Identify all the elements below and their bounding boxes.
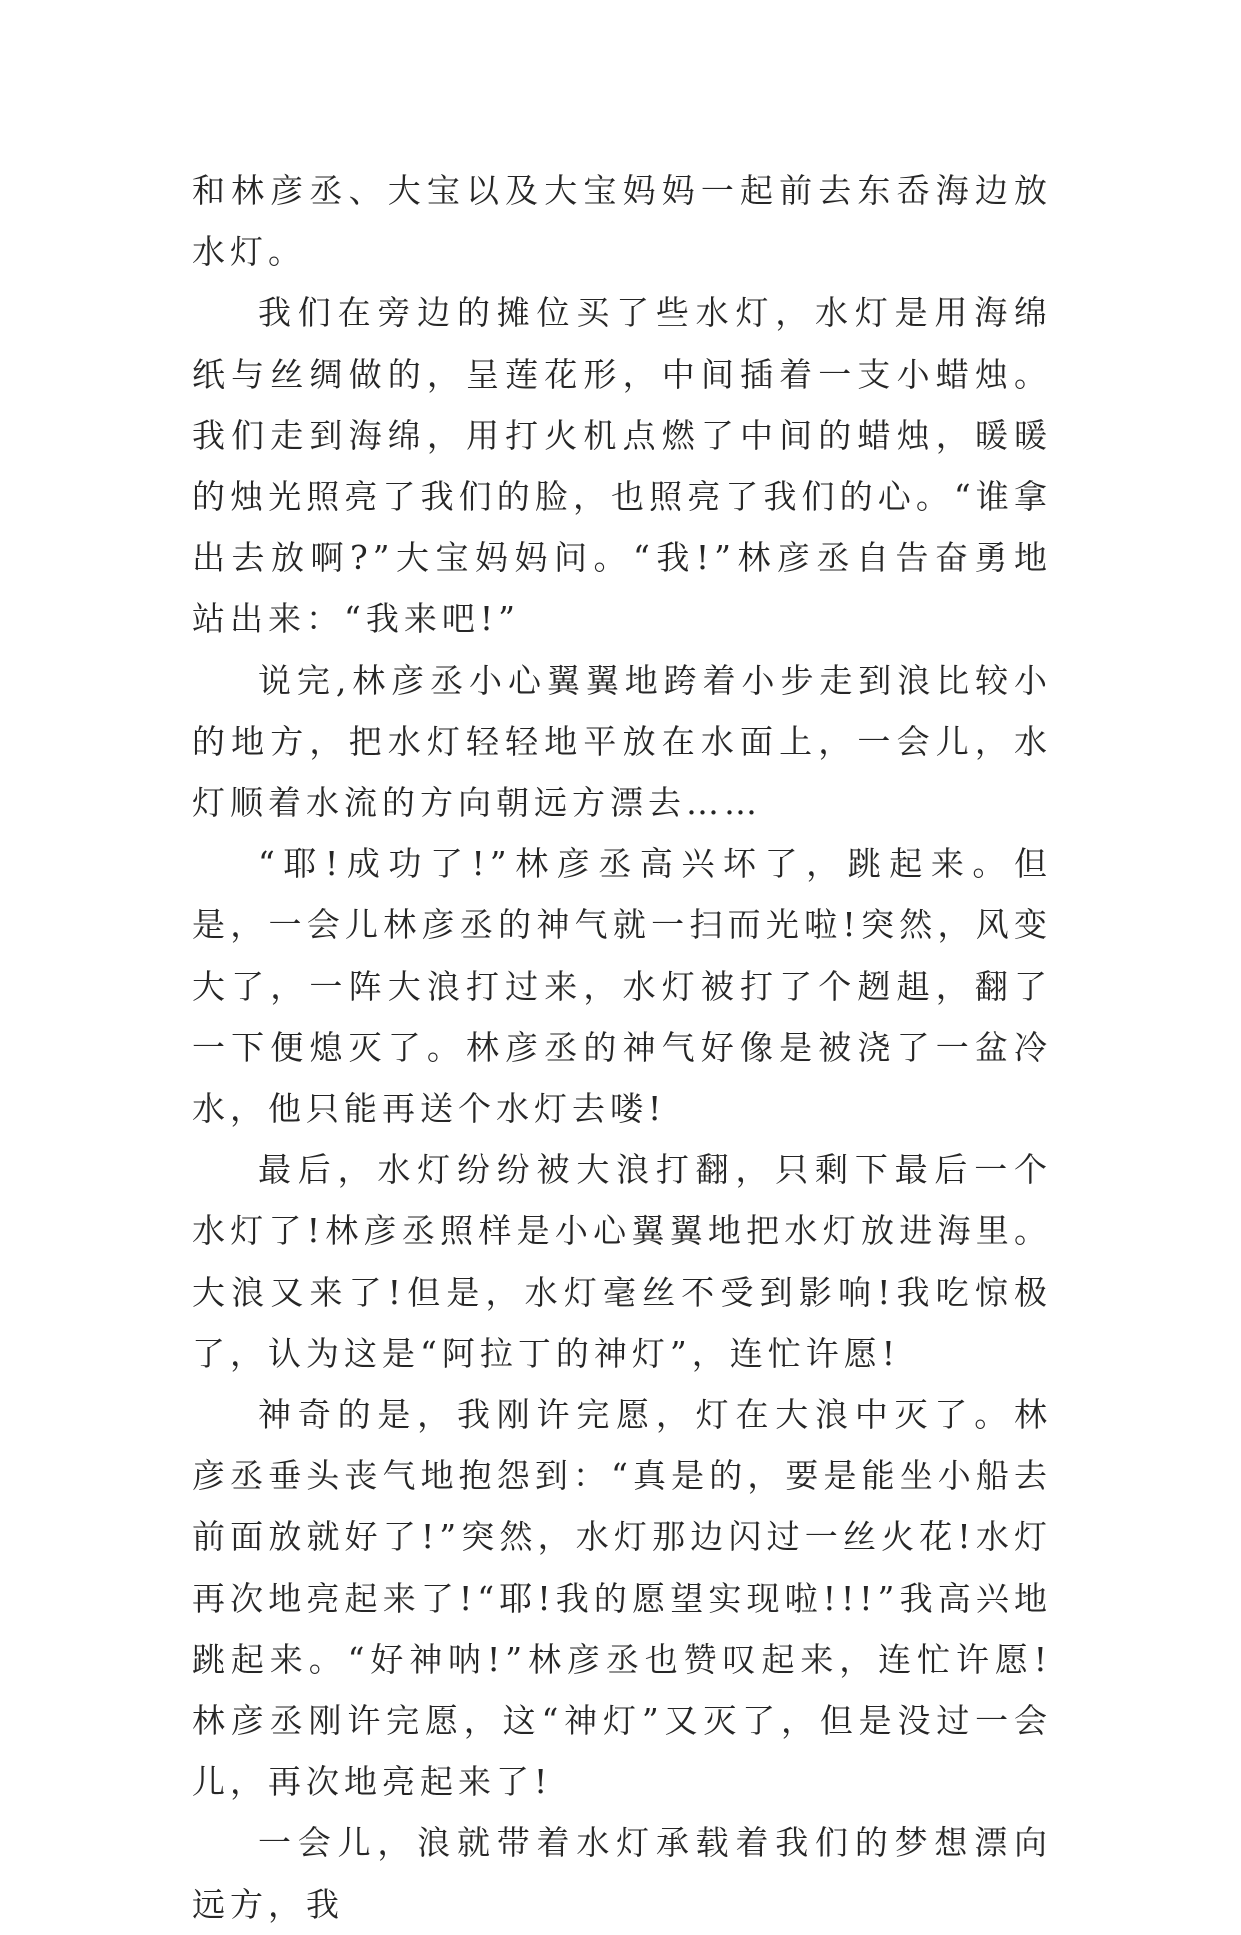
paragraph-5: 最后，水灯纷纷被大浪打翻，只剩下最后一个水灯了!林彦丞照样是小心翼翼地把水灯放进海里。大浪又来了!但是，水灯毫丝不受到影响!我吃惊极了，认为这是“阿拉丁的神灯”，连忙许愿!	[192, 1150, 1052, 1373]
document-body	[192, 160, 1052, 1935]
paragraph-2: 我们在旁边的摊位买了些水灯，水灯是用海绵纸与丝绸做的，呈莲花形，中间插着一支小蜡烛。我们走到海绵，用打火机点燃了中间的蜡烛，暖暖的烛光照亮了我们的脸，也照亮了我们的心。“谁拿出去放啊?”大宝妈妈问。“我!”林彦丞自告奋勇地站出来：“我来吧!”	[192, 293, 1052, 639]
paragraph-4: “耶!成功了!”林彦丞高兴坏了，跳起来。但是，一会儿林彦丞的神气就一扫而光啦!突然，风变大了，一阵大浪打过来，水灯被打了个趔趄，翻了一下便熄灭了。林彦丞的神气好像是被浇了一盆冷水，他只能再送个水灯去喽!	[192, 844, 1052, 1129]
paragraph-6: 神奇的是，我刚许完愿，灯在大浪中灭了。林彦丞垂头丧气地抱怨到：“真是的，要是能坐小船去前面放就好了!”突然，水灯那边闪过一丝火花!水灯再次地亮起来了!“耶!我的愿望实现啦!!!”我高兴地跳起来。“好神呐!”林彦丞也赞叹起来，连忙许愿!林彦丞刚许完愿，这“神灯”又灭了，但是没过一会儿，再次地亮起来了!	[192, 1395, 1052, 1802]
paragraph-7: 一会儿，浪就带着水灯承载着我们的梦想漂向远方，我	[192, 1823, 1052, 1924]
paragraph-3: 说完,林彦丞小心翼翼地跨着小步走到浪比较小的地方，把水灯轻轻地平放在水面上，一会儿，水灯顺着水流的方向朝远方漂去……	[192, 660, 1052, 823]
paragraph-1: 和林彦丞、大宝以及大宝妈妈一起前去东岙海边放水灯。	[192, 171, 1052, 272]
